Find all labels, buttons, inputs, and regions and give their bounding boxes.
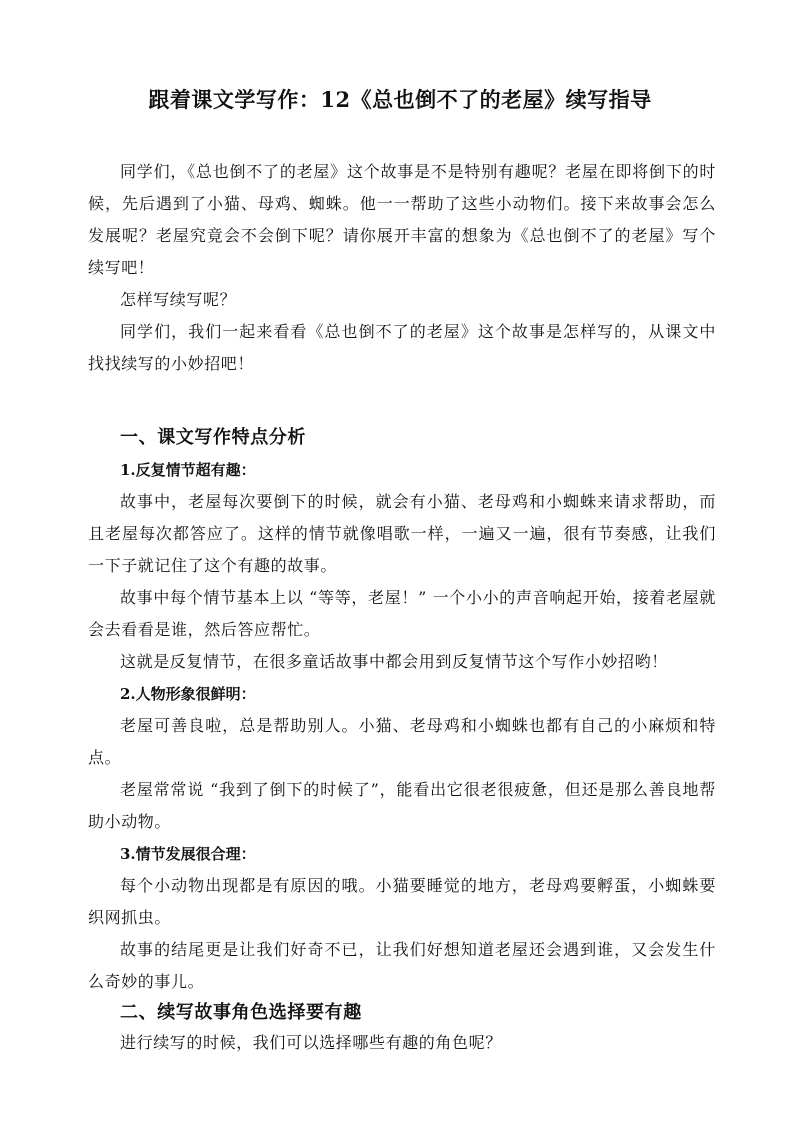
sub-heading-1: 1.反复情节超有趣： — [120, 461, 256, 479]
intro-block — [88, 156, 716, 380]
sub-heading-3: 3.情节发展很合理： — [120, 845, 256, 863]
intro-paragraph: 同学们，《总也倒不了的老屋》这个故事是不是特别有趣呢？老屋在即将倒下的时候，先后遇到了小猫、母鸡、蜘蛛。他一一帮助了这些小动物们。接下来故事会怎么发展呢？老屋究竟会不会倒下呢？请你展开丰富的想象为《总也倒不了的老屋》写个续写吧！ — [88, 162, 716, 277]
body-paragraph: 老屋常常说 “我到了倒下的时候了”，能看出它很老很疲惫，但还是那么善良地帮助小动物。 — [88, 780, 716, 831]
intro-paragraph: 怎样写续写呢？ — [120, 290, 237, 309]
body-paragraph: 进行续写的时候，我们可以选择哪些有趣的角色呢？ — [120, 1033, 502, 1052]
body-paragraph: 每个小动物出现都是有原因的哦。小猫要睡觉的地方，老母鸡要孵蛋，小蜘蛛要织网抓虫。 — [88, 876, 716, 927]
section-heading-1: 一、课文写作特点分析 — [120, 427, 306, 448]
body-paragraph: 老屋可善良啦，总是帮助别人。小猫、老母鸡和小蜘蛛也都有自己的小麻烦和特点。 — [88, 716, 716, 767]
body-paragraph: 故事中每个情节基本上以 “等等，老屋！” 一个小小的声音响起开始，接着老屋就会去看看是谁，然后答应帮忙。 — [88, 588, 716, 639]
section-heading-2: 二、续写故事角色选择要有趣 — [120, 1002, 362, 1023]
body-paragraph: 这就是反复情节，在很多童话故事中都会用到反复情节这个写作小妙招哟！ — [120, 652, 668, 671]
document-title: 跟着课文学写作：12《总也倒不了的老屋》续写指导 — [148, 87, 652, 112]
sub-heading-2: 2.人物形象很鲜明： — [120, 685, 256, 703]
body-paragraph: 故事中，老屋每次要倒下的时候，就会有小猫、老母鸡和小蜘蛛来请求帮助，而且老屋每次都答应了。这样的情节就像唱歌一样，一遍又一遍，很有节奏感，让我们一下子就记住了这个有趣的故事。 — [88, 492, 716, 575]
section2-block — [88, 1027, 716, 1059]
intro-paragraph: 同学们，我们一起来看看《总也倒不了的老屋》这个故事是怎样写的，从课文中找找续写的小妙招吧！ — [88, 322, 716, 373]
body-paragraph: 故事的结尾更是让我们好奇不已，让我们好想知道老屋还会遇到谁，又会发生什么奇妙的事儿。 — [88, 940, 716, 991]
section1-block — [88, 454, 716, 998]
